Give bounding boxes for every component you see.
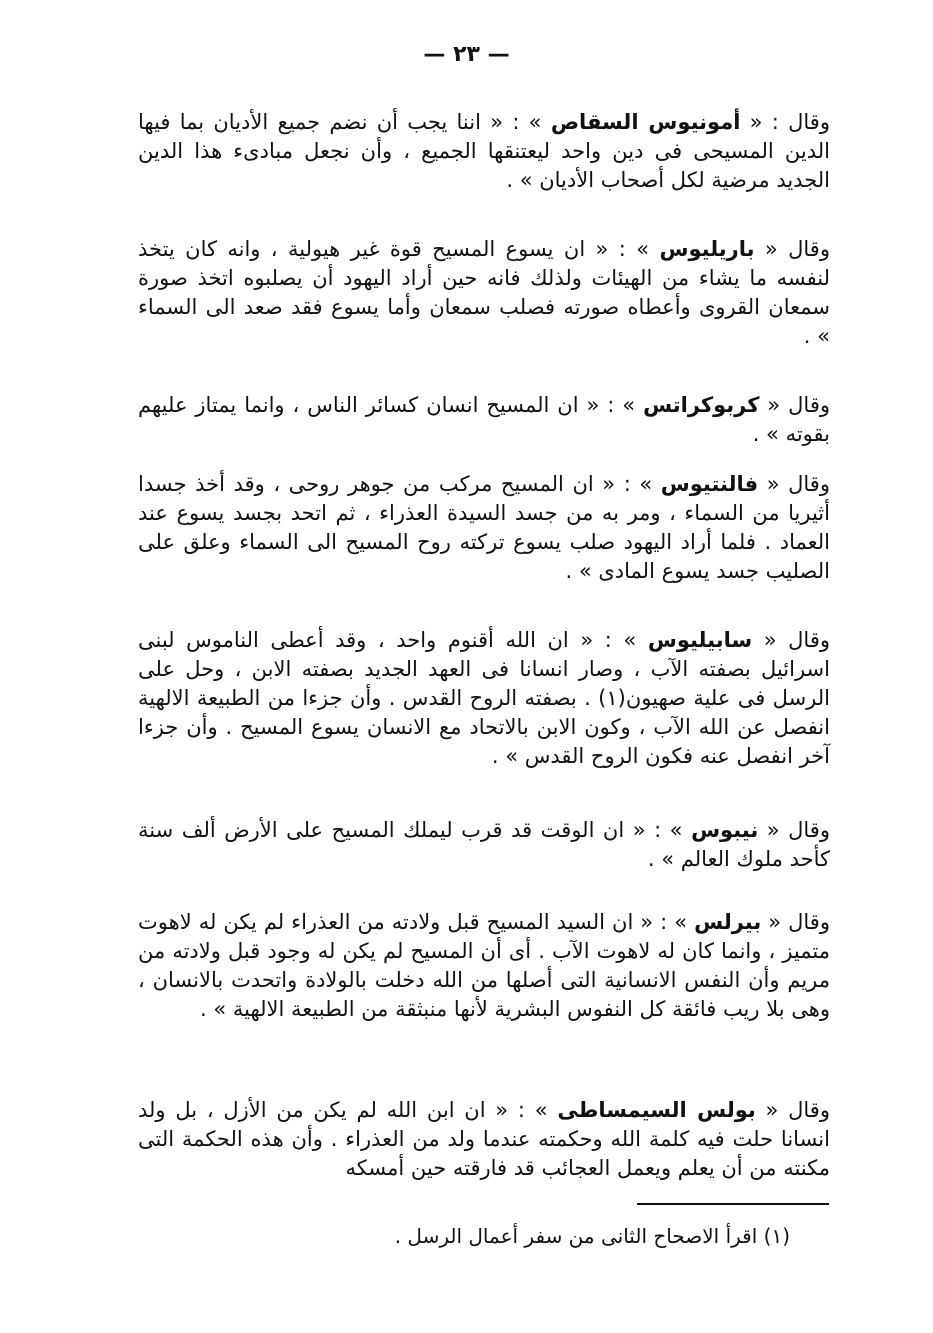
paragraph-paul-of-samosata [138,1096,830,1183]
paragraph-intro: وقال « [763,628,830,652]
speaker-name: بيرلس [694,910,762,934]
footnote-divider [637,1203,829,1205]
speaker-name: أمونيوس السقاص [550,110,741,134]
paragraph-text: » : « ان السيد المسيح قبل ولادته من العذراء لم يكن له لاهوت متميز ، وانما كان له لاهوت الآب . أى أن المسيح لم يكن له وجود قبل ولادته من مريم وأن النفس الانسانية التى أصلها من الله دخلت بالولادة واتحدت بالانسان ، وهى بلا ريب فائقة كل النفوس البشرية لأنها منبثقة من الطبيعة الالهية » . [138,910,830,1021]
paragraph-intro: وقال « [766,818,830,842]
paragraph-nepos [138,816,830,874]
paragraph-valentinus [138,470,830,586]
paragraph-carpocrates [138,391,830,449]
paragraph-text: » : « اننا يجب أن نضم جميع الأديان بما فيها الدين المسيحى فى دين واحد ليعتنقها الجميع ، وأن نجعل مبادىء هذا الدين الجديد مرضية لكل أصحاب الأديان » . [138,110,830,192]
speaker-name: كربوكراتس [643,393,760,417]
paragraph-intro: وقال « [768,910,830,934]
paragraph-intro: وقال « [764,237,830,261]
paragraph-sabellius [138,626,830,771]
paragraph-ammonius [138,108,830,195]
paragraph-text: » : « ان الله أقنوم واحد ، وقد أعطى الناموس لبنى اسرائيل بصفته الآب ، وصار انسانا فى العهد الجديد بصفته الابن ، وحل على الرسل فى علية صهيون(١) . بصفته الروح القدس . وأن جزءا من الطبيعة الالهية انفصل عن الله الآب ، وكون الابن بالاتحاد مع الانسان يسوع المسيح . وأن جزءا آخر انفصل عنه فكون الروح القدس » . [138,628,830,768]
footnote: (١) اقرأ الاصحاح الثانى من سفر أعمال الرسل . [394,1224,790,1248]
paragraph-text: » : « ان المسيح انسان كسائر الناس ، وانما يمتاز عليهم بقوته » . [138,393,830,446]
paragraph-intro: وقال « [766,472,830,496]
paragraph-intro: وقال : « [749,110,830,134]
paragraph-text: » : « ان المسيح مركب من جوهر روحى ، وقد أخذ جسدا أثيريا من السماء ، ومر به من جسد السيدة العذراء ، ثم اتحد بجسد يسوع عند العماد . فلما أراد اليهود صلب يسوع تركته روح المسيح الى السماء وعلق على الصليب جسد يسوع المادى » . [138,472,830,583]
speaker-name: نيبوس [691,818,759,842]
speaker-name: باريليوس [659,237,755,261]
paragraph-text: » : « ان ابن الله لم يكن من الأزل ، بل ولد انسانا حلت فيه كلمة الله وحكمته عندما ولد من العذراء . وأن هذه الحكمة التى مكنته من أن يعلم ويعمل العجائب قد فارقته حين أمسكه [138,1098,830,1180]
page-number: — ٢٣ — [423,42,510,67]
paragraph-text: » : « ان يسوع المسيح قوة غير هيولية ، وانه كان يتخذ لنفسه ما يشاء من الهيئات ولذلك فانه حين أراد اليهود أن يصلبوه اتخذ صورة سمعان القروى وأعطاه صورته فصلب سمعان وأما يسوع فقد صعد الى السماء » . [138,237,830,348]
paragraph-intro: وقال « [765,1098,830,1122]
speaker-name: سابيليوس [647,628,753,652]
paragraph-text: » : « ان الوقت قد قرب ليملك المسيح على الأرض ألف سنة كأحد ملوك العالم » . [138,818,830,871]
speaker-name: بولس السيمساطى [557,1098,756,1122]
paragraph-barilius [138,235,830,351]
paragraph-intro: وقال « [767,393,831,417]
paragraph-beryllus [138,908,830,1024]
speaker-name: فالنتيوس [660,472,759,496]
